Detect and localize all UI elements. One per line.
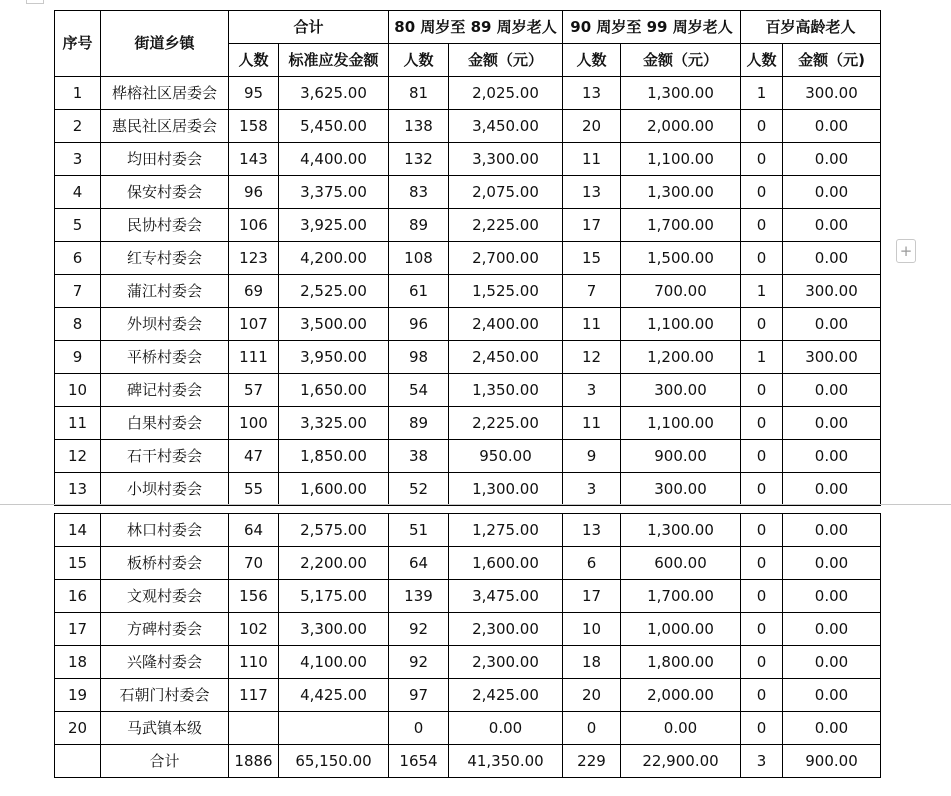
town-name: 板桥村委会 bbox=[101, 547, 229, 580]
amount-100: 300.00 bbox=[783, 275, 881, 308]
table-row bbox=[55, 176, 881, 209]
header-group-80-89: 80 周岁至 89 周岁老人 bbox=[389, 11, 563, 44]
amount-100: 0.00 bbox=[783, 143, 881, 176]
total-count: 1886 bbox=[229, 745, 279, 778]
amount-80-89: 0.00 bbox=[449, 712, 563, 745]
standard-amount: 3,325.00 bbox=[279, 407, 389, 440]
total-count: 55 bbox=[229, 473, 279, 506]
amount-90-99: 1,700.00 bbox=[621, 580, 741, 613]
count-80-89: 0 bbox=[389, 712, 449, 745]
count-100: 0 bbox=[741, 110, 783, 143]
amount-80-89: 1,600.00 bbox=[449, 547, 563, 580]
table-row bbox=[55, 679, 881, 712]
table-row bbox=[55, 514, 881, 547]
count-100: 0 bbox=[741, 712, 783, 745]
amount-100: 0.00 bbox=[783, 440, 881, 473]
amount-100: 0.00 bbox=[783, 679, 881, 712]
table-row bbox=[55, 275, 881, 308]
count-100: 0 bbox=[741, 646, 783, 679]
standard-amount: 3,625.00 bbox=[279, 77, 389, 110]
header-town: 街道乡镇 bbox=[101, 11, 229, 77]
standard-amount: 3,300.00 bbox=[279, 613, 389, 646]
count-100: 0 bbox=[741, 580, 783, 613]
total-count: 143 bbox=[229, 143, 279, 176]
count-90-99: 13 bbox=[563, 77, 621, 110]
total-count bbox=[229, 712, 279, 745]
amount-90-99: 1,300.00 bbox=[621, 77, 741, 110]
total-count: 111 bbox=[229, 341, 279, 374]
count-80-89: 98 bbox=[389, 341, 449, 374]
table-row bbox=[55, 440, 881, 473]
count-100: 0 bbox=[741, 514, 783, 547]
town-name: 白果村委会 bbox=[101, 407, 229, 440]
amount-90-99: 700.00 bbox=[621, 275, 741, 308]
table-row bbox=[55, 308, 881, 341]
amount-80-89: 1,525.00 bbox=[449, 275, 563, 308]
standard-amount: 5,175.00 bbox=[279, 580, 389, 613]
standard-amount: 3,375.00 bbox=[279, 176, 389, 209]
row-index: 11 bbox=[55, 407, 101, 440]
total-count: 158 bbox=[229, 110, 279, 143]
total-count: 107 bbox=[229, 308, 279, 341]
total-count: 47 bbox=[229, 440, 279, 473]
count-80-89: 92 bbox=[389, 613, 449, 646]
standard-amount: 65,150.00 bbox=[279, 745, 389, 778]
amount-90-99: 0.00 bbox=[621, 712, 741, 745]
amount-90-99: 1,100.00 bbox=[621, 407, 741, 440]
amount-80-89: 2,300.00 bbox=[449, 613, 563, 646]
town-name: 碑记村委会 bbox=[101, 374, 229, 407]
total-count: 100 bbox=[229, 407, 279, 440]
count-90-99: 20 bbox=[563, 679, 621, 712]
standard-amount: 4,200.00 bbox=[279, 242, 389, 275]
town-name: 平桥村委会 bbox=[101, 341, 229, 374]
count-90-99: 17 bbox=[563, 580, 621, 613]
total-count: 95 bbox=[229, 77, 279, 110]
count-90-99: 6 bbox=[563, 547, 621, 580]
page-break-line bbox=[0, 504, 951, 505]
amount-100: 0.00 bbox=[783, 209, 881, 242]
count-90-99: 3 bbox=[563, 473, 621, 506]
count-90-99: 7 bbox=[563, 275, 621, 308]
total-count: 123 bbox=[229, 242, 279, 275]
header-index: 序号 bbox=[55, 11, 101, 77]
count-100: 0 bbox=[741, 242, 783, 275]
count-80-89: 138 bbox=[389, 110, 449, 143]
amount-90-99: 1,500.00 bbox=[621, 242, 741, 275]
count-90-99: 20 bbox=[563, 110, 621, 143]
row-index: 2 bbox=[55, 110, 101, 143]
table-row bbox=[55, 646, 881, 679]
total-count: 70 bbox=[229, 547, 279, 580]
count-100: 0 bbox=[741, 209, 783, 242]
amount-80-89: 2,450.00 bbox=[449, 341, 563, 374]
count-80-89: 96 bbox=[389, 308, 449, 341]
amount-90-99: 2,000.00 bbox=[621, 679, 741, 712]
count-90-99: 9 bbox=[563, 440, 621, 473]
count-80-89: 89 bbox=[389, 407, 449, 440]
amount-90-99: 1,100.00 bbox=[621, 143, 741, 176]
amount-90-99: 1,000.00 bbox=[621, 613, 741, 646]
amount-80-89: 2,700.00 bbox=[449, 242, 563, 275]
table-row bbox=[55, 77, 881, 110]
standard-amount: 1,650.00 bbox=[279, 374, 389, 407]
count-80-89: 89 bbox=[389, 209, 449, 242]
total-count: 57 bbox=[229, 374, 279, 407]
amount-80-89: 950.00 bbox=[449, 440, 563, 473]
count-100: 0 bbox=[741, 176, 783, 209]
count-90-99: 15 bbox=[563, 242, 621, 275]
count-80-89: 97 bbox=[389, 679, 449, 712]
town-name: 蒲江村委会 bbox=[101, 275, 229, 308]
row-index: 12 bbox=[55, 440, 101, 473]
total-row bbox=[55, 745, 881, 778]
standard-amount: 1,600.00 bbox=[279, 473, 389, 506]
standard-amount: 2,575.00 bbox=[279, 514, 389, 547]
table-row bbox=[55, 143, 881, 176]
count-80-89: 61 bbox=[389, 275, 449, 308]
total-count: 117 bbox=[229, 679, 279, 712]
count-80-89: 64 bbox=[389, 547, 449, 580]
table-body-page-1 bbox=[55, 11, 881, 506]
add-row-button[interactable]: + bbox=[896, 239, 916, 263]
count-80-89: 52 bbox=[389, 473, 449, 506]
row-index: 10 bbox=[55, 374, 101, 407]
row-index: 5 bbox=[55, 209, 101, 242]
standard-amount: 2,200.00 bbox=[279, 547, 389, 580]
header-90-amount: 金额（元） bbox=[621, 44, 741, 77]
amount-100: 0.00 bbox=[783, 514, 881, 547]
row-index: 18 bbox=[55, 646, 101, 679]
count-90-99: 11 bbox=[563, 407, 621, 440]
amount-100: 900.00 bbox=[783, 745, 881, 778]
amount-100: 0.00 bbox=[783, 242, 881, 275]
count-100: 0 bbox=[741, 613, 783, 646]
count-90-99: 13 bbox=[563, 176, 621, 209]
header-80-count: 人数 bbox=[389, 44, 449, 77]
table-row bbox=[55, 473, 881, 506]
standard-amount: 4,400.00 bbox=[279, 143, 389, 176]
count-90-99: 229 bbox=[563, 745, 621, 778]
header-group-90-99: 90 周岁至 99 周岁老人 bbox=[563, 11, 741, 44]
table-row bbox=[55, 712, 881, 745]
town-name: 桦榕社区居委会 bbox=[101, 77, 229, 110]
town-name: 外坝村委会 bbox=[101, 308, 229, 341]
total-count: 110 bbox=[229, 646, 279, 679]
count-90-99: 10 bbox=[563, 613, 621, 646]
standard-amount: 2,525.00 bbox=[279, 275, 389, 308]
standard-amount: 1,850.00 bbox=[279, 440, 389, 473]
count-80-89: 38 bbox=[389, 440, 449, 473]
town-name: 合计 bbox=[101, 745, 229, 778]
table-row bbox=[55, 242, 881, 275]
amount-90-99: 1,300.00 bbox=[621, 514, 741, 547]
amount-90-99: 300.00 bbox=[621, 374, 741, 407]
table-row bbox=[55, 374, 881, 407]
count-90-99: 12 bbox=[563, 341, 621, 374]
amount-90-99: 300.00 bbox=[621, 473, 741, 506]
count-80-89: 139 bbox=[389, 580, 449, 613]
table-row bbox=[55, 613, 881, 646]
amount-100: 0.00 bbox=[783, 407, 881, 440]
amount-100: 300.00 bbox=[783, 77, 881, 110]
standard-amount: 3,950.00 bbox=[279, 341, 389, 374]
town-name: 红专村委会 bbox=[101, 242, 229, 275]
row-index: 20 bbox=[55, 712, 101, 745]
standard-amount: 4,100.00 bbox=[279, 646, 389, 679]
amount-80-89: 3,300.00 bbox=[449, 143, 563, 176]
row-index: 17 bbox=[55, 613, 101, 646]
header-100-count: 人数 bbox=[741, 44, 783, 77]
row-index: 3 bbox=[55, 143, 101, 176]
amount-100: 0.00 bbox=[783, 308, 881, 341]
count-80-89: 1654 bbox=[389, 745, 449, 778]
count-100: 0 bbox=[741, 679, 783, 712]
header-group-total: 合计 bbox=[229, 11, 389, 44]
table-body-page-2 bbox=[55, 514, 881, 778]
row-index: 13 bbox=[55, 473, 101, 506]
count-100: 1 bbox=[741, 77, 783, 110]
count-100: 0 bbox=[741, 473, 783, 506]
amount-80-89: 2,225.00 bbox=[449, 209, 563, 242]
count-100: 0 bbox=[741, 440, 783, 473]
header-90-count: 人数 bbox=[563, 44, 621, 77]
town-name: 石干村委会 bbox=[101, 440, 229, 473]
standard-amount: 3,500.00 bbox=[279, 308, 389, 341]
amount-100: 0.00 bbox=[783, 473, 881, 506]
count-90-99: 17 bbox=[563, 209, 621, 242]
count-90-99: 13 bbox=[563, 514, 621, 547]
total-count: 156 bbox=[229, 580, 279, 613]
count-100: 0 bbox=[741, 547, 783, 580]
table-row bbox=[55, 547, 881, 580]
count-90-99: 11 bbox=[563, 143, 621, 176]
amount-90-99: 1,200.00 bbox=[621, 341, 741, 374]
amount-80-89: 2,225.00 bbox=[449, 407, 563, 440]
amount-80-89: 1,275.00 bbox=[449, 514, 563, 547]
count-80-89: 83 bbox=[389, 176, 449, 209]
amount-90-99: 1,700.00 bbox=[621, 209, 741, 242]
count-90-99: 3 bbox=[563, 374, 621, 407]
count-80-89: 81 bbox=[389, 77, 449, 110]
amount-100: 0.00 bbox=[783, 580, 881, 613]
header-total-count: 人数 bbox=[229, 44, 279, 77]
row-index: 14 bbox=[55, 514, 101, 547]
count-80-89: 92 bbox=[389, 646, 449, 679]
row-index: 15 bbox=[55, 547, 101, 580]
table-row bbox=[55, 209, 881, 242]
row-index: 8 bbox=[55, 308, 101, 341]
count-80-89: 54 bbox=[389, 374, 449, 407]
subsidy-table-page-2 bbox=[54, 513, 881, 778]
count-100: 3 bbox=[741, 745, 783, 778]
amount-90-99: 22,900.00 bbox=[621, 745, 741, 778]
amount-100: 0.00 bbox=[783, 712, 881, 745]
amount-90-99: 1,800.00 bbox=[621, 646, 741, 679]
amount-90-99: 900.00 bbox=[621, 440, 741, 473]
amount-80-89: 2,425.00 bbox=[449, 679, 563, 712]
count-100: 1 bbox=[741, 275, 783, 308]
header-80-amount: 金额（元） bbox=[449, 44, 563, 77]
town-name: 方碑村委会 bbox=[101, 613, 229, 646]
total-count: 69 bbox=[229, 275, 279, 308]
amount-80-89: 2,300.00 bbox=[449, 646, 563, 679]
row-index: 7 bbox=[55, 275, 101, 308]
count-100: 0 bbox=[741, 407, 783, 440]
town-name: 兴隆村委会 bbox=[101, 646, 229, 679]
amount-90-99: 1,300.00 bbox=[621, 176, 741, 209]
row-index: 16 bbox=[55, 580, 101, 613]
count-90-99: 0 bbox=[563, 712, 621, 745]
town-name: 小坝村委会 bbox=[101, 473, 229, 506]
amount-80-89: 3,450.00 bbox=[449, 110, 563, 143]
total-count: 106 bbox=[229, 209, 279, 242]
amount-90-99: 600.00 bbox=[621, 547, 741, 580]
amount-80-89: 3,475.00 bbox=[449, 580, 563, 613]
table-row bbox=[55, 110, 881, 143]
amount-100: 0.00 bbox=[783, 613, 881, 646]
amount-100: 0.00 bbox=[783, 110, 881, 143]
amount-100: 0.00 bbox=[783, 374, 881, 407]
town-name: 惠民社区居委会 bbox=[101, 110, 229, 143]
amount-80-89: 2,075.00 bbox=[449, 176, 563, 209]
town-name: 文观村委会 bbox=[101, 580, 229, 613]
amount-90-99: 2,000.00 bbox=[621, 110, 741, 143]
count-100: 1 bbox=[741, 341, 783, 374]
amount-90-99: 1,100.00 bbox=[621, 308, 741, 341]
count-80-89: 51 bbox=[389, 514, 449, 547]
row-index: 9 bbox=[55, 341, 101, 374]
header-row-groups bbox=[55, 11, 881, 44]
row-index: 6 bbox=[55, 242, 101, 275]
town-name: 石朝门村委会 bbox=[101, 679, 229, 712]
table-row bbox=[55, 580, 881, 613]
amount-80-89: 2,025.00 bbox=[449, 77, 563, 110]
header-group-100: 百岁高龄老人 bbox=[741, 11, 881, 44]
table-row bbox=[55, 341, 881, 374]
standard-amount: 3,925.00 bbox=[279, 209, 389, 242]
total-count: 64 bbox=[229, 514, 279, 547]
amount-80-89: 1,300.00 bbox=[449, 473, 563, 506]
town-name: 保安村委会 bbox=[101, 176, 229, 209]
amount-80-89: 2,400.00 bbox=[449, 308, 563, 341]
row-index: 19 bbox=[55, 679, 101, 712]
table-row bbox=[55, 407, 881, 440]
count-100: 0 bbox=[741, 374, 783, 407]
header-standard-amount: 标准应发金额 bbox=[279, 44, 389, 77]
standard-amount bbox=[279, 712, 389, 745]
count-100: 0 bbox=[741, 143, 783, 176]
count-100: 0 bbox=[741, 308, 783, 341]
row-index: 4 bbox=[55, 176, 101, 209]
amount-80-89: 1,350.00 bbox=[449, 374, 563, 407]
row-index bbox=[55, 745, 101, 778]
amount-100: 0.00 bbox=[783, 176, 881, 209]
count-80-89: 132 bbox=[389, 143, 449, 176]
count-80-89: 108 bbox=[389, 242, 449, 275]
amount-100: 0.00 bbox=[783, 646, 881, 679]
town-name: 马武镇本级 bbox=[101, 712, 229, 745]
count-90-99: 11 bbox=[563, 308, 621, 341]
subsidy-table-page-1 bbox=[54, 10, 881, 506]
town-name: 林口村委会 bbox=[101, 514, 229, 547]
standard-amount: 4,425.00 bbox=[279, 679, 389, 712]
amount-80-89: 41,350.00 bbox=[449, 745, 563, 778]
total-count: 102 bbox=[229, 613, 279, 646]
page-corner-mark bbox=[26, 0, 44, 4]
town-name: 民协村委会 bbox=[101, 209, 229, 242]
total-count: 96 bbox=[229, 176, 279, 209]
count-90-99: 18 bbox=[563, 646, 621, 679]
standard-amount: 5,450.00 bbox=[279, 110, 389, 143]
header-100-amount: 金额（元) bbox=[783, 44, 881, 77]
row-index: 1 bbox=[55, 77, 101, 110]
town-name: 均田村委会 bbox=[101, 143, 229, 176]
amount-100: 300.00 bbox=[783, 341, 881, 374]
amount-100: 0.00 bbox=[783, 547, 881, 580]
